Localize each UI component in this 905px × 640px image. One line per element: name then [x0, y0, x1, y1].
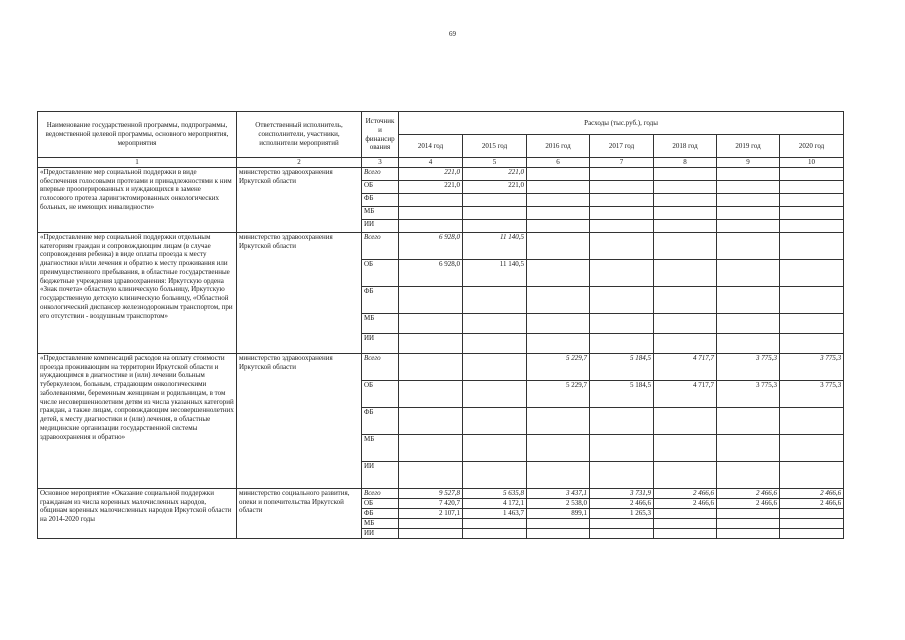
expense-value: 2 466,6: [590, 498, 654, 508]
expense-value: [780, 206, 844, 219]
expense-value: [654, 206, 717, 219]
expense-value: [717, 232, 780, 259]
expense-value: 2 107,1: [399, 508, 463, 518]
funding-source: ИИ: [362, 219, 399, 232]
header-source: Источник и финансир ования: [362, 112, 399, 158]
header-year: 2015 год: [463, 135, 527, 158]
header-executor: Ответственный исполнитель, соисполнители, участники, исполнители мероприятий: [237, 112, 362, 158]
expense-value: [399, 193, 463, 206]
expense-value: 899,1: [527, 508, 590, 518]
header-column-number: 6: [527, 158, 590, 168]
expense-value: 3 775,3: [780, 380, 844, 407]
expense-value: 221,0: [399, 167, 463, 180]
expense-value: [780, 167, 844, 180]
expense-value: [463, 206, 527, 219]
header-column-number: 3: [362, 158, 399, 168]
expense-value: [463, 434, 527, 461]
expense-value: [717, 434, 780, 461]
funding-source: МБ: [362, 313, 399, 333]
expense-value: [527, 528, 590, 538]
table-row: [38, 353, 844, 380]
expense-value: 2 466,6: [780, 498, 844, 508]
expense-value: [717, 407, 780, 434]
measure-executor: министерство здравоохранения Иркутской области: [237, 232, 362, 353]
funding-source: МБ: [362, 434, 399, 461]
expense-value: 9 527,8: [399, 488, 463, 498]
expense-value: [654, 259, 717, 286]
expense-value: [527, 313, 590, 333]
funding-source: МБ: [362, 206, 399, 219]
measure-name: «Предоставление компенсаций расходов на оплату стоимости проезда проживающим на территории Иркутской области и нуждающимся в диагностике и (или) лечении больным туберкулезом, больным, страдающим онкологическими заболеваниями, беременным женщинам и родильницам, в том числе несовершеннолетним детям из числа указанных категорий граждан, а также лицам, сопровождающим несовершеннолетних детей, к месту диагностики и (или) лечения, в областные медицинские организации государственной системы здравоохранения и обратно»: [38, 353, 237, 488]
header-column-number: 9: [717, 158, 780, 168]
expense-value: [399, 461, 463, 488]
expense-value: 5 184,5: [590, 353, 654, 380]
expense-value: [590, 434, 654, 461]
expense-value: [717, 219, 780, 232]
expense-value: [399, 434, 463, 461]
expense-value: [399, 380, 463, 407]
funding-source: Всего: [362, 488, 399, 498]
expense-value: [780, 219, 844, 232]
header-column-number: 4: [399, 158, 463, 168]
expense-value: 1 463,7: [463, 508, 527, 518]
funding-source: ФБ: [362, 286, 399, 313]
funding-source: ОБ: [362, 180, 399, 193]
expense-value: [590, 180, 654, 193]
expense-value: [399, 206, 463, 219]
expense-value: [780, 180, 844, 193]
expense-value: 3 775,3: [780, 353, 844, 380]
expense-value: [527, 333, 590, 353]
expense-value: [717, 508, 780, 518]
expense-value: [463, 313, 527, 333]
expense-value: [527, 219, 590, 232]
expense-value: [399, 219, 463, 232]
expense-value: [654, 461, 717, 488]
expense-value: 11 140,5: [463, 232, 527, 259]
funding-source: ФБ: [362, 193, 399, 206]
expense-value: 2 466,6: [780, 488, 844, 498]
expense-value: [590, 259, 654, 286]
expense-value: [717, 518, 780, 528]
expense-value: [399, 407, 463, 434]
expense-value: [717, 528, 780, 538]
expense-value: [780, 508, 844, 518]
header-year: 2020 год: [780, 135, 844, 158]
expense-value: [527, 193, 590, 206]
expense-value: 6 928,0: [399, 259, 463, 286]
expense-value: [399, 313, 463, 333]
expense-value: [399, 528, 463, 538]
funding-source: Всего: [362, 167, 399, 180]
funding-source: Всего: [362, 353, 399, 380]
expense-value: [717, 313, 780, 333]
expense-value: [780, 528, 844, 538]
expense-value: 3 775,3: [717, 353, 780, 380]
expense-value: [780, 518, 844, 528]
expense-value: [654, 219, 717, 232]
expense-value: [590, 219, 654, 232]
expense-value: 4 172,1: [463, 498, 527, 508]
header-column-number: 1: [38, 158, 237, 168]
expense-value: [717, 461, 780, 488]
header-expenses: Расходы (тыс.руб.), годы: [399, 112, 844, 135]
expense-value: 3 775,3: [717, 380, 780, 407]
header-column-number: 7: [590, 158, 654, 168]
expense-value: [463, 333, 527, 353]
header-column-number: 2: [237, 158, 362, 168]
table-row: [38, 232, 844, 259]
expense-value: [654, 434, 717, 461]
funding-source: ИИ: [362, 528, 399, 538]
expense-value: [463, 407, 527, 434]
funding-source: ИИ: [362, 333, 399, 353]
header-column-number: 8: [654, 158, 717, 168]
expense-value: [399, 518, 463, 528]
expense-value: [590, 286, 654, 313]
measure-executor: министерство здравоохранения Иркутской области: [237, 167, 362, 232]
expense-value: [527, 167, 590, 180]
expense-value: 5 635,8: [463, 488, 527, 498]
expense-value: [463, 353, 527, 380]
expense-value: 2 538,0: [527, 498, 590, 508]
header-year: 2017 год: [590, 135, 654, 158]
expense-value: [527, 232, 590, 259]
expense-value: [717, 180, 780, 193]
expense-value: [780, 313, 844, 333]
budget-body: [38, 167, 844, 538]
expense-value: [399, 286, 463, 313]
expense-value: [463, 518, 527, 528]
expense-value: [654, 286, 717, 313]
expense-value: [717, 259, 780, 286]
expense-value: [590, 206, 654, 219]
funding-source: ФБ: [362, 508, 399, 518]
funding-source: ИИ: [362, 461, 399, 488]
measure-name: «Предоставление мер социальной поддержки в виде обеспечения голосовыми протезами и принадлежностями к ним впервые прооперированных и нуждающихся в замене голосового протеза ларингэктомированных онкологических больных, не имеющих инвалидности»: [38, 167, 237, 232]
table-row: [38, 488, 844, 498]
expense-value: [780, 259, 844, 286]
expense-value: [654, 333, 717, 353]
expense-value: [717, 193, 780, 206]
header-year: 2019 год: [717, 135, 780, 158]
expense-value: [590, 232, 654, 259]
expense-value: 7 420,7: [399, 498, 463, 508]
header-name: Наименование государственной программы, подпрограммы, ведомственной целевой программы, основного мероприятия, мероприятия: [38, 112, 237, 158]
expense-value: [654, 518, 717, 528]
expense-value: [780, 461, 844, 488]
expense-value: [590, 407, 654, 434]
expense-value: 6 928,0: [399, 232, 463, 259]
expense-value: 11 140,5: [463, 259, 527, 286]
expense-value: 2 466,6: [654, 498, 717, 508]
expense-value: [463, 219, 527, 232]
expense-value: 4 717,7: [654, 380, 717, 407]
expense-value: [463, 528, 527, 538]
expense-value: 3 731,9: [590, 488, 654, 498]
header-year: 2018 год: [654, 135, 717, 158]
expense-value: [654, 193, 717, 206]
expense-value: 221,0: [463, 180, 527, 193]
expense-value: 1 265,3: [590, 508, 654, 518]
expense-value: 221,0: [399, 180, 463, 193]
budget-table: [37, 111, 844, 539]
expense-value: [780, 193, 844, 206]
expense-value: [463, 461, 527, 488]
expense-value: [654, 180, 717, 193]
header-column-number: 10: [780, 158, 844, 168]
page-number: 69: [449, 30, 456, 38]
expense-value: [590, 167, 654, 180]
measure-name: Основное мероприятие «Оказание социальной поддержки гражданам из числа коренных малочисленных народов, общинам коренных малочисленных народов Иркутской области на 2014-2020 годы: [38, 488, 237, 538]
funding-source: ОБ: [362, 380, 399, 407]
expense-value: [654, 232, 717, 259]
expense-value: 3 437,1: [527, 488, 590, 498]
column-number-row: [38, 158, 844, 168]
expense-value: [527, 286, 590, 313]
expense-value: [527, 259, 590, 286]
header-year: 2014 год: [399, 135, 463, 158]
expense-value: 2 466,6: [717, 488, 780, 498]
measure-executor: министерство социального развития, опеки и попечительства Иркутской области: [237, 488, 362, 538]
expense-value: [399, 333, 463, 353]
expense-value: [590, 313, 654, 333]
funding-source: ОБ: [362, 498, 399, 508]
expense-value: [590, 528, 654, 538]
expense-value: [780, 333, 844, 353]
header-column-number: 5: [463, 158, 527, 168]
expense-value: [654, 167, 717, 180]
expense-value: [717, 333, 780, 353]
funding-source: МБ: [362, 518, 399, 528]
expense-value: [780, 286, 844, 313]
expense-value: [780, 407, 844, 434]
expense-value: 5 184,5: [590, 380, 654, 407]
expense-value: [654, 313, 717, 333]
expense-value: [463, 286, 527, 313]
measure-executor: министерство здравоохранения Иркутской области: [237, 353, 362, 488]
expense-value: [654, 508, 717, 518]
expense-value: [654, 528, 717, 538]
expense-value: [527, 461, 590, 488]
expense-value: 2 466,6: [717, 498, 780, 508]
expense-value: [590, 518, 654, 528]
expense-value: [590, 461, 654, 488]
expense-value: [527, 206, 590, 219]
expense-value: [780, 232, 844, 259]
expense-value: 221,0: [463, 167, 527, 180]
expense-value: [527, 518, 590, 528]
measure-name: «Предоставление мер социальной поддержки отдельным категориям граждан и сопровождающим лицам (в случае сопровождения ребенка) в виде оплаты проезда к месту диагностики и/или лечения и обратно к месту проживания или преимущественного пребывания, в областные государственные бюджетные учреждения здравоохранения: Иркутскую ордена «Знак почета» областную клиническую больницу, Иркутскую государственную детскую клиническую больницу, «Областной онкологический диспансер железнодорожным транспортом, при его отсутствии - воздушным транспортом»: [38, 232, 237, 353]
expense-value: 5 229,7: [527, 380, 590, 407]
funding-source: ОБ: [362, 259, 399, 286]
expense-value: [654, 407, 717, 434]
expense-value: [527, 407, 590, 434]
expense-value: [527, 434, 590, 461]
expense-value: [463, 380, 527, 407]
expense-value: [717, 167, 780, 180]
expense-value: 2 466,6: [654, 488, 717, 498]
expense-value: 4 717,7: [654, 353, 717, 380]
expense-value: [527, 180, 590, 193]
expense-value: 5 229,7: [527, 353, 590, 380]
funding-source: ФБ: [362, 407, 399, 434]
header-year: 2016 год: [527, 135, 590, 158]
funding-source: Всего: [362, 232, 399, 259]
expense-value: [717, 206, 780, 219]
expense-value: [590, 333, 654, 353]
expense-value: [590, 193, 654, 206]
table-row: [38, 167, 844, 180]
expense-value: [463, 193, 527, 206]
expense-value: [717, 286, 780, 313]
expense-value: [399, 353, 463, 380]
expense-value: [780, 434, 844, 461]
